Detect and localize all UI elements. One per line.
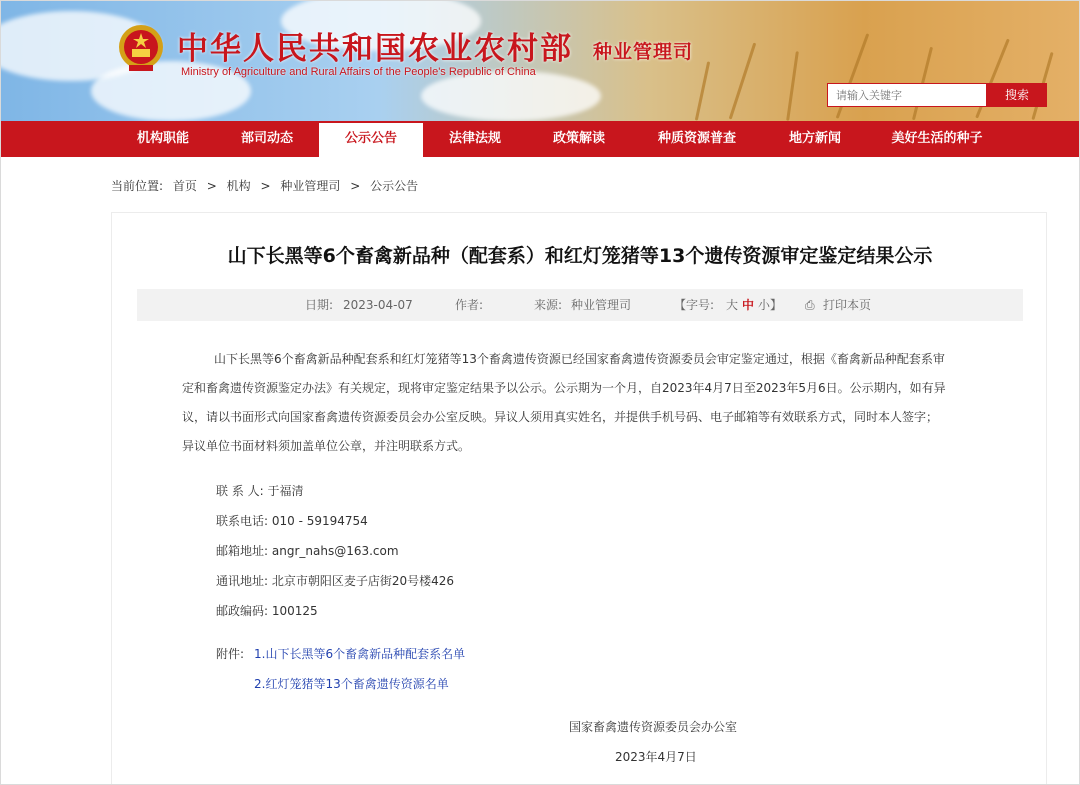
signature-date: 2023年4月7日	[615, 750, 697, 764]
breadcrumb-sep: >	[206, 179, 217, 193]
attachment-link-2[interactable]: 2.红灯笼猪等13个畜禽遗传资源名单	[254, 677, 449, 691]
search-button[interactable]: 搜索	[987, 83, 1047, 107]
breadcrumb-home[interactable]: 首页	[172, 179, 197, 193]
attachments-label: 附件:	[216, 647, 245, 661]
nav-item-germplasm[interactable]: 种质资源普查	[657, 131, 736, 146]
body-line-2: 定和畜禽遗传资源鉴定办法》有关规定，现将审定鉴定结果予以公示。公示期为一个月，自2023年4月7日至2023年5月6日。公示期内，如有异	[182, 381, 946, 395]
date-value: 2023-04-07	[343, 298, 413, 312]
breadcrumb-sep: >	[260, 179, 271, 193]
site-title[interactable]: 中华人民共和国农业农村部	[177, 31, 573, 67]
contact-value: angr_nahs@163.com	[271, 544, 399, 558]
breadcrumb-sep: >	[350, 179, 361, 193]
contact-address	[216, 572, 454, 589]
print-icon[interactable]: ⎙	[805, 298, 815, 312]
date-label: 日期:	[305, 298, 334, 312]
body-line-3: 议，请以书面形式向国家畜禽遗传资源委员会办公室反映。异议人须用真实姓名，并提供手机号码、电子邮箱等有效联系方式，同时本人签字；	[182, 410, 939, 424]
nav-item-seeds[interactable]: 美好生活的种子	[891, 131, 983, 146]
source-label: 来源:	[534, 298, 563, 312]
article-container	[111, 212, 1047, 785]
contact-label: 联 系 人:	[216, 484, 264, 498]
attachment-link-1[interactable]: 1.山下长黑等6个畜禽新品种配套系名单	[254, 647, 466, 661]
department-name[interactable]: 种业管理司	[593, 41, 694, 63]
contact-person	[216, 482, 304, 499]
contact-label: 邮政编码:	[216, 604, 269, 618]
nav-item-local-news[interactable]: 地方新闻	[788, 131, 841, 146]
contact-email	[216, 542, 399, 559]
national-emblem-icon	[117, 23, 165, 73]
breadcrumb-current[interactable]: 公示公告	[370, 179, 419, 193]
nav-item-functions[interactable]: 机构职能	[136, 131, 189, 146]
font-medium-button[interactable]: 中	[742, 298, 755, 312]
signature-org: 国家畜禽遗传资源委员会办公室	[569, 720, 738, 734]
breadcrumb-dept[interactable]: 种业管理司	[280, 179, 341, 193]
contact-label: 联系电话:	[216, 514, 269, 528]
contact-value: 北京市朝阳区麦子店街20号楼426	[271, 574, 455, 588]
nav-item-announcements[interactable]: 公示公告	[319, 121, 423, 157]
breadcrumb-label: 当前位置:	[111, 179, 164, 193]
author-label: 作者:	[455, 298, 484, 312]
main-nav	[1, 121, 1079, 157]
body-line-1: 山下长黑等6个畜禽新品种配套系和红灯笼猪等13个畜禽遗传资源已经国家畜禽遗传资源委员会审定鉴定通过，根据《畜禽新品种配套系审	[214, 352, 945, 366]
nav-item-laws[interactable]: 法律法规	[448, 131, 501, 146]
search-input[interactable]	[827, 83, 987, 107]
font-small-button[interactable]: 小】	[758, 298, 783, 312]
breadcrumb-org[interactable]: 机构	[226, 179, 251, 193]
contact-postcode	[216, 602, 318, 619]
contact-value: 100125	[271, 604, 318, 618]
font-size-label: 【字号:	[674, 298, 715, 312]
nav-item-policy[interactable]: 政策解读	[552, 131, 605, 146]
contact-label: 通讯地址:	[216, 574, 269, 588]
font-large-button[interactable]: 大	[726, 298, 739, 312]
contact-value: 于福清	[267, 484, 304, 498]
contact-value: 010 - 59194754	[271, 514, 368, 528]
contact-label: 邮箱地址:	[216, 544, 269, 558]
site-subtitle: Ministry of Agriculture and Rural Affairs of the People's Republic of China	[181, 66, 536, 78]
body-line-4: 异议单位书面材料须加盖单位公章，并注明联系方式。	[182, 439, 471, 453]
source-value: 种业管理司	[571, 298, 632, 312]
article-meta-bar	[137, 289, 1023, 321]
contact-phone	[216, 512, 368, 529]
nav-item-news[interactable]: 部司动态	[240, 131, 293, 146]
breadcrumb	[111, 177, 424, 194]
print-button[interactable]: 打印本页	[823, 298, 872, 312]
article-title: 山下长黑等6个畜禽新品种（配套系）和红灯笼猪等13个遗传资源审定鉴定结果公示	[227, 245, 933, 267]
header-banner	[1, 1, 1079, 121]
